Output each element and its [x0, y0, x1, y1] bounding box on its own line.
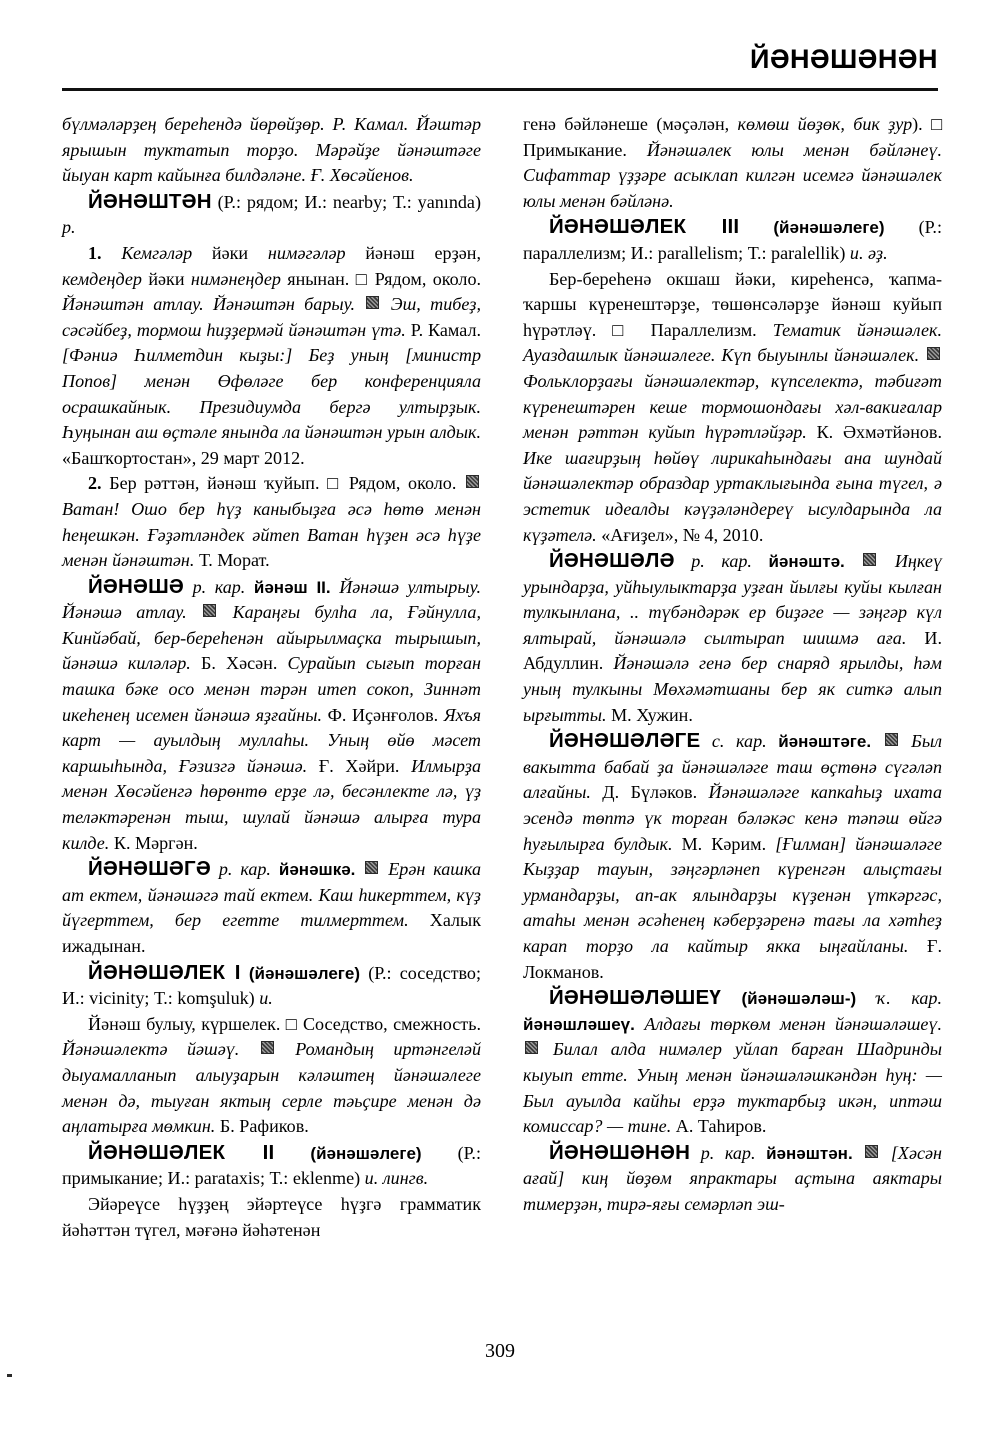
headword: ЙӘНӘШӘЛӘШЕҮ [549, 986, 721, 1010]
sense-definition: Алдағы төркөм менән йәнәшәләшеү. [644, 1013, 942, 1034]
usage-examples: Тематик йәнәшәлек. Ауаздашлык йәнәшәлеге. Күп быуынлы йәнәшәлек. [523, 319, 942, 366]
cross-reference-label: кар. [724, 1142, 756, 1163]
citation-text: Эш, тибеҙ, сәсәйбеҙ, тормош һиҙҙермәй йәнәштән үтә. [62, 294, 481, 340]
entry-yanashaga [62, 856, 481, 959]
continuation-example: көмөш йөҙөк, бик ҙур [737, 114, 913, 134]
citation-source: И. Абдуллин. [523, 627, 943, 674]
usage-examples: Йәнәштән атлау. Йәнәштән барыу. [62, 294, 356, 315]
headword-inflected-form: (йәнәшәләш-) [741, 989, 857, 1009]
headword-inflected-form: (йәнәшәлеге) [773, 218, 885, 238]
citation-text: Сурайып сығып торған ташка бәке осо менән тәрән итеп сокоп, Зиннәт икеһенең исемен йәнәшә яҙғайны. [62, 653, 481, 725]
page-folio [0, 1340, 1000, 1363]
running-head: ЙӘНӘШӘНӘН [750, 44, 938, 74]
part-of-speech: и. [259, 988, 273, 1009]
usage-examples: Йәнәшәлектә йәшәү. [62, 1039, 240, 1060]
cross-reference-label: кар. [911, 988, 943, 1009]
cross-reference-target: йәнәштә. [768, 552, 845, 572]
citation-source: Б. Рафиков. [219, 1116, 309, 1137]
citation-source: «Башҡортостан», 29 март 2012. [62, 447, 305, 468]
continuation-text-a: генә бәйләнеше (мәҫәлән, [523, 114, 730, 134]
citation-source: Ғ. Хәйри. [318, 755, 400, 776]
citation-source: К. Әхмәтйәнов. [816, 422, 942, 443]
entry-yanashalek-3-body [523, 267, 942, 549]
sense-1 [62, 241, 481, 471]
filled-square-icon [525, 1041, 538, 1054]
sense-definition-e: кемдеңдер [62, 268, 142, 289]
cross-reference-label: кар. [214, 576, 246, 597]
citation-text: Билал алда нимәлер уйлап барған Шадринды кыуып етте. Уның менән йәнәшәләшкәндән һуң: — Был ауылда кайһы ерҙә туктарбыҙ икән, иптәш комиссар? — тине. [523, 1039, 942, 1137]
cross-reference-target: йәнәшләшеү. [523, 1014, 635, 1034]
citation-source: Б. Хәсән. [200, 653, 278, 674]
citation-text: Йәнәшәләге капкаһыҙ ихата эсендә төптә үк торған бәләкәс кенә тәпәш өйгә һуғылырға булдык. [523, 782, 942, 854]
sense-definition: Бер-береһенә окшаш йәки, киреһенсә, ҡапма-ҡаршы күренештәрҙе, төшөнсәләрҙе йәнәш куйып һүрәтләү. [523, 268, 942, 340]
headword-inflected-form: (йәнәшәлеге) [248, 963, 360, 983]
sense-definition-c: нимәгәләр [267, 242, 346, 263]
headword: ЙӘНӘШӘНӘН [549, 1140, 691, 1164]
sense-definition-a: Кемгәләр [121, 242, 193, 263]
headword: ЙӘНӘШӘЛЕК I [88, 960, 241, 984]
citation-source: Т. Морат. [198, 550, 270, 571]
continuation-text: бүлмәләрҙең береһендә йөрөйҙөр. Р. Камал. Йәштәр ярышын туктатып торҙо. Мәрәйҙе йәнәштәге йыуан карт кайынға билдәләне. Ғ. Хөсәйенов. [62, 114, 481, 186]
sense-definition-f: йәки [148, 268, 185, 289]
sense-definition-d: йәнәш ерҙән, [365, 242, 481, 263]
citation-text: Ике шағирҙың һөйөү лирикаһындағы ана шундай йәнәшәлектәр образдар уртаклығында ғына түгел, ә эстетик идеалды кәүҙәләндереү ысулдарында ла күҙәтелә. [523, 447, 942, 545]
sense-definition: Йәнәш булыу, күршелек. [88, 1013, 281, 1034]
citation-source: Ғ. Локманов. [523, 936, 942, 982]
cross-reference-target: йәнәштән. [766, 1143, 853, 1163]
right-column [523, 112, 942, 1312]
filled-square-icon [203, 604, 216, 617]
continuation-paragraph [62, 112, 481, 189]
continuation-text-b: ). [912, 114, 923, 134]
citation-text: [Ғилман] йәнәшәләге Кыҙҙар тауын, зәңгәрләнеп күренгән алыҫтағы урмандарҙы, ап-ак ялындарҙы күҙенән үткәргәс, атаһы менән әсәһенең кәберҙәренә тағы ла хәтһеҙ карап торҙо ла кайтыр якка ыңғайланы. [523, 833, 942, 956]
russian-equivalent: Рядом, около. [374, 268, 482, 289]
gloss-parenthetical: (Р.: рядом; И.: nearby; Т.: yanında) [217, 191, 481, 212]
citation-source: А. Таһиров. [675, 1116, 767, 1137]
scan-edge-mark [7, 1374, 12, 1377]
citation-source: «Ағиҙел», № 4, 2010. [601, 524, 764, 545]
sense-2 [62, 471, 481, 573]
hollow-square-icon: □ [355, 268, 369, 289]
sense-definition: Эйәреүсе һүҙҙең эйәртеүсе һүҙгә грамматик йәһәттән түгел, мәғәнә йәһәтенән [62, 1193, 481, 1240]
headword: ЙӘНӘШӘЛЕК II [88, 1140, 275, 1164]
citation-source: Р. Камал. [410, 319, 481, 340]
continuation-paragraph [523, 112, 942, 214]
entry-yanasha [62, 574, 481, 857]
cross-reference-target: йәнәшкә. [278, 860, 356, 880]
hollow-square-icon: □ [327, 473, 342, 494]
part-of-speech: р. [691, 551, 705, 572]
headword: ЙӘНӘШӘЛӘ [549, 549, 675, 573]
citation-text: Йәнәшәлә генә бер снаряд ярылды, һәм уның тулкыны Мөхәмәтшаны бер як ситкә алып ырғытты. [523, 653, 942, 725]
entry-yanashalek-1-body [62, 1012, 481, 1140]
header-divider [62, 88, 938, 91]
citation-source: К. Мәргән. [113, 832, 198, 853]
sense-definition-h: янынан. [287, 268, 350, 289]
entry-yanashanan [523, 1140, 942, 1218]
entry-yanashalage [523, 728, 942, 985]
headword-inflected-form: (йәнәшәлеге) [310, 1143, 422, 1163]
russian-equivalent: Параллелизм. [650, 319, 757, 340]
part-of-speech: и. әҙ. [849, 242, 888, 263]
headword: ЙӘНӘШӘГӘ [88, 857, 211, 881]
filled-square-icon [261, 1041, 274, 1054]
russian-equivalent: Рядом, около. [348, 473, 457, 494]
headword: ЙӘНӘШТӘН [88, 189, 212, 213]
part-of-speech: и. лингв. [364, 1168, 429, 1189]
gloss-parenthetical: (Р.: параллелизм; И.: parallelism; Т.: paralellik) [523, 217, 942, 263]
entry-yanashalek-2 [62, 1140, 481, 1192]
entry-yanashalek-1 [62, 960, 481, 1012]
sense-definition-g: нимәнеңдер [190, 268, 281, 289]
citation-source: М. Кәрим. [681, 833, 767, 854]
filled-square-icon [865, 1145, 878, 1158]
russian-equivalent: Соседство, смежность. [302, 1013, 481, 1034]
citation-text: [Хәсән ағай] киң йөҙөм япрактары аҫтына аяктары тимерҙән, тирә-яғы семәрләп эш- [523, 1142, 943, 1214]
usage-examples: Йәнәшә ултырыу. Йәнәшә атлау. [62, 576, 482, 623]
filled-square-icon [365, 861, 378, 874]
entry-yanashalek-3 [523, 214, 942, 266]
hollow-square-icon: □ [285, 1013, 298, 1034]
filled-square-icon [885, 733, 898, 746]
citation-text: Илмырҙа менән Хөсәйенгә һөрөнтө ерҙе лә, бесәнлекте лә, үҙ теләктәренән тыш, шулай йәнәшә алырға тура килде. [62, 755, 482, 853]
hollow-square-icon: □ [612, 319, 635, 340]
headword: ЙӘНӘШӘЛЕК III [549, 215, 740, 239]
cross-reference-target: йәнәштәге. [778, 732, 872, 752]
citation-text: Яхъя карт — ауылдың муллаһы. Уның өйө мәсет каршыһында, Ғәзизгә йәнәшә. [62, 704, 481, 776]
cross-reference-label: кар. [736, 731, 767, 752]
sense-number: 2. [88, 473, 102, 494]
russian-equivalent: Примыкание. [523, 139, 627, 160]
sense-number: 1. [88, 242, 102, 263]
hollow-square-icon: □ [931, 114, 942, 134]
citation-source: М. Хужин. [611, 704, 693, 725]
citation-text: Ерән кашка ат ектем, йәнәшәгә тай ектем. Каш һикерттем, күҙ йүгерттем, бер егетте тилмерттем. [62, 859, 482, 931]
entry-yanashtan [62, 189, 481, 241]
sense-definition-b: йәки [211, 242, 249, 263]
citation-source: Д. Бүләков. [602, 782, 698, 803]
part-of-speech: с. [711, 731, 725, 752]
sense-definition: Бер рәттән, йәнәш ҡуйып. [109, 473, 320, 494]
body-columns [62, 112, 942, 1312]
usage-examples: Йәнәшәлек юлы менән бәйләнеү. Сифаттар үҙҙәре асыклап килгән исемгә йәнәшәлек юлы менән бәйләнә. [523, 139, 942, 211]
cross-reference-target: йәнәш II. [253, 577, 331, 597]
entry-yanashalashew [523, 985, 942, 1140]
part-of-speech: р. [218, 859, 233, 880]
citation-source: Ф. Иҫәнғолов. [327, 704, 439, 725]
left-column [62, 112, 481, 1312]
part-of-speech: ҡ. [876, 988, 891, 1009]
page-header [62, 46, 938, 73]
citation-text: Был вакытта бабай ҙа йәнәшәләге таш өҫтөнә сүгәләп алғайны. [523, 731, 942, 803]
citation-text: [Фәниә Һилметдин кыҙы:] Беҙ уның [министр Попов] менән Өфөләге бер конференцияла осрашкайнык. Президиумда бергә ултырҙык. Һуңынан аш өҫтәле янында ла йәнәштән урын алдык. [62, 345, 481, 443]
headword: ЙӘНӘШӘЛӘГЕ [549, 729, 701, 753]
page-number: 309 [485, 1340, 515, 1362]
part-of-speech: р. [192, 576, 207, 597]
entry-yanashala [523, 548, 942, 728]
cross-reference-label: кар. [721, 551, 752, 572]
gloss-parenthetical: (Р.: соседство; И.: vicinity; Т.: komşuluk) [62, 962, 481, 1009]
headword: ЙӘНӘШӘ [88, 574, 184, 598]
gloss-parenthetical: (Р.: примыкание; И.: parataxis; Т.: eklenme) [62, 1142, 481, 1189]
cross-reference-label: кар. [240, 859, 271, 880]
filled-square-icon [927, 347, 940, 360]
citation-text: Романдың иртәнгеләй дыуамалланып алыуҙарын кәләштең йәнәшәлеге менән дә, тыуған яктың серле тәьҫире менән дә аңлатырға мөмкин. [62, 1039, 481, 1137]
citation-text: Иңкеү урындарҙа, уйһыулыктарҙа уҙған йылғы куйы кылған тулкынлана, .. түбәндәрәк ер биҙәге — зәңгәр күл ялтырай, йәнәшәлә сылтырап шишмә аға. [523, 551, 942, 648]
entry-yanashalek-2-body [62, 1192, 481, 1243]
citation-text: Ватан! Ошо бер һүҙ каныбыҙға әсә һөтө менән һеңешкән. Ғәҙәтләндек әйтеп Ватан һүҙен әсә һүҙе менән йәнәштән. [62, 498, 481, 571]
filled-square-icon [366, 296, 379, 309]
filled-square-icon [863, 553, 876, 566]
citation-text: Фольклорҙағы йәнәшәлектәр, күпселектә, тәбиғәт күренештәрен кеше тормошондағы хәл-вакиғалар менән рәттән куйып һүрәтләйҙәр. [523, 370, 942, 443]
filled-square-icon [466, 475, 479, 488]
part-of-speech: р. [700, 1142, 715, 1163]
citation-source: Халык ижадынан. [62, 910, 481, 956]
part-of-speech: р. [62, 217, 76, 238]
citation-text: Караңғы булһа ла, Ғәйнулла, Кинйәбай, бер-береһенән айырылмаҫка тырышып, йәнәшә киләләр. [62, 602, 481, 674]
